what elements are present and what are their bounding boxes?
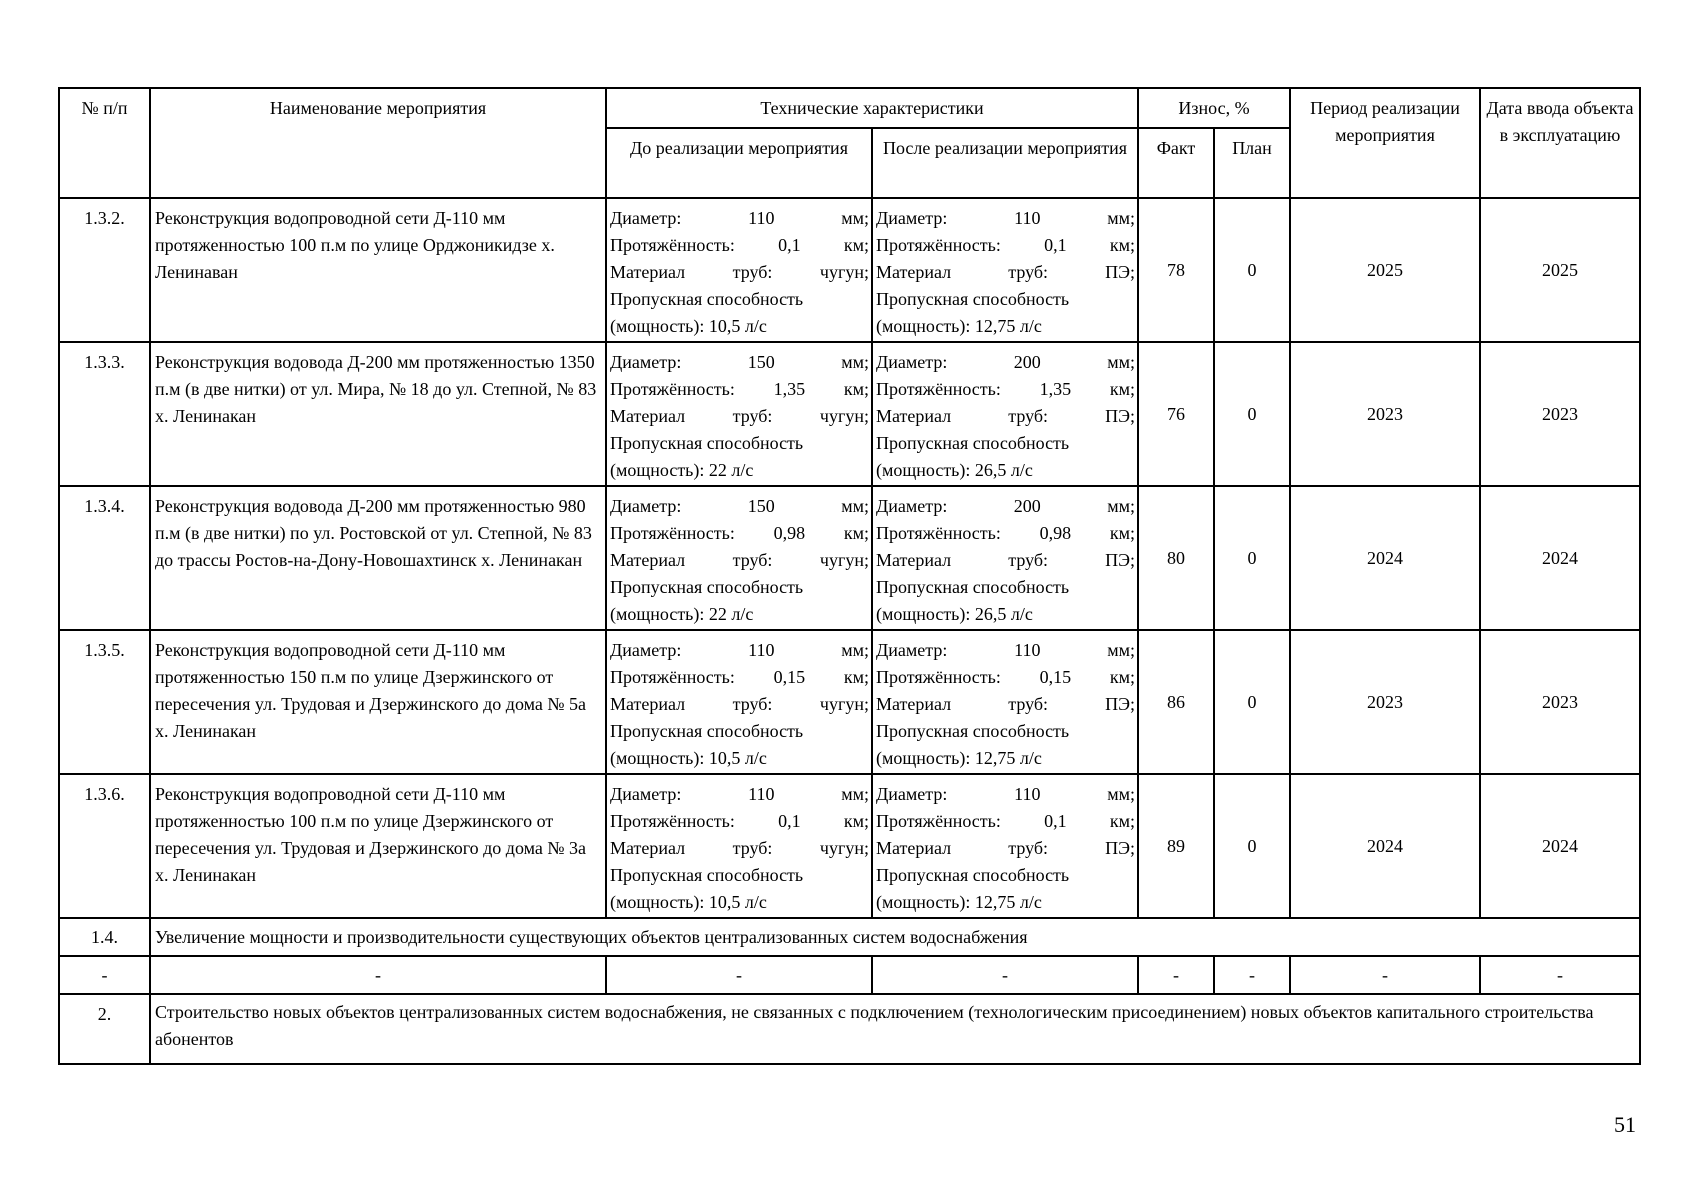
row-num: 1.3.2. [59, 198, 150, 342]
spec-line: Протяжённость: 0,98 км; [876, 523, 1135, 543]
row-num: 1.3.4. [59, 486, 150, 630]
spec-line: Диаметр: 200 мм; [876, 352, 1135, 372]
dash-cell: - [1214, 956, 1290, 994]
row-period: 2023 [1290, 630, 1480, 774]
row-after-specs [872, 486, 1138, 630]
dash-cell: - [1290, 956, 1480, 994]
spec-line: (мощность): 12,75 л/с [876, 892, 1042, 912]
spec-line: (мощность): 12,75 л/с [876, 316, 1042, 336]
header-date: Дата ввода объекта в эксплуатацию [1480, 88, 1640, 198]
row-name: Реконструкция водопроводной сети Д-110 мм протяженностью 100 п.м по улице Дзержинского от пересечения ул. Трудовая и Дзержинского до дома № 3а х. Ленинакан [150, 774, 606, 918]
table-row [59, 774, 1640, 918]
header-name: Наименование мероприятия [150, 88, 606, 198]
dash-cell: - [150, 956, 606, 994]
spec-line: Пропускная способность [610, 289, 804, 309]
row-fact: 86 [1138, 630, 1214, 774]
spec-line: (мощность): 10,5 л/с [610, 316, 767, 336]
page-number: 51 [1614, 1112, 1636, 1137]
row-name: Реконструкция водовода Д-200 мм протяженностью 980 п.м (в две нитки) по ул. Ростовской от ул. Степной, № 83 до трассы Ростов-на-Дону-Новошахтинск х. Ленинакан [150, 486, 606, 630]
spec-line: Материал труб: чугун; [610, 838, 869, 858]
row-plan: 0 [1214, 486, 1290, 630]
empty-row [59, 956, 1640, 994]
table-row [59, 486, 1640, 630]
row-fact: 76 [1138, 342, 1214, 486]
spec-line: Пропускная способность [610, 433, 804, 453]
spec-line: Пропускная способность [610, 577, 804, 597]
spec-line: Пропускная способность [876, 577, 1070, 597]
spec-line: Материал труб: чугун; [610, 262, 869, 282]
table-row [59, 198, 1640, 342]
section-num: 2. [59, 994, 150, 1064]
dash-cell: - [59, 956, 150, 994]
header-num: № п/п [59, 88, 150, 198]
spec-line: Протяжённость: 0,1 км; [610, 811, 869, 831]
table-row [59, 630, 1640, 774]
spec-line: (мощность): 26,5 л/с [876, 604, 1033, 624]
row-name: Реконструкция водопроводной сети Д-110 мм протяженностью 150 п.м по улице Дзержинского от пересечения ул. Трудовая и Дзержинского до дома № 5а х. Ленинакан [150, 630, 606, 774]
row-before-specs [606, 198, 872, 342]
spec-line: Материал труб: ПЭ; [876, 550, 1135, 570]
measures-table [58, 87, 1641, 1065]
spec-line: Материал труб: ПЭ; [876, 262, 1135, 282]
spec-line: Диаметр: 110 мм; [876, 208, 1135, 228]
spec-line: Диаметр: 110 мм; [610, 640, 869, 660]
spec-line: (мощность): 10,5 л/с [610, 892, 767, 912]
row-after-specs [872, 630, 1138, 774]
spec-line: Материал труб: чугун; [610, 406, 869, 426]
spec-line: (мощность): 26,5 л/с [876, 460, 1033, 480]
dash-cell: - [1480, 956, 1640, 994]
row-fact: 78 [1138, 198, 1214, 342]
dash-cell: - [872, 956, 1138, 994]
spec-line: Диаметр: 150 мм; [610, 352, 869, 372]
spec-line: Протяжённость: 1,35 км; [610, 379, 869, 399]
row-name: Реконструкция водовода Д-200 мм протяженностью 1350 п.м (в две нитки) от ул. Мира, № 18 до ул. Степной, № 83 х. Ленинакан [150, 342, 606, 486]
spec-line: Пропускная способность [610, 865, 804, 885]
row-num: 1.3.6. [59, 774, 150, 918]
section-text: Строительство новых объектов централизованных систем водоснабжения, не связанных с подключением (технологическим присоединением) новых объектов капитального строительства абонентов [150, 994, 1640, 1064]
header-tech: Технические характеристики [606, 88, 1138, 128]
header-plan: План [1214, 128, 1290, 198]
spec-line: (мощность): 22 л/с [610, 604, 754, 624]
row-after-specs [872, 198, 1138, 342]
spec-line: Пропускная способность [610, 721, 804, 741]
dash-cell: - [1138, 956, 1214, 994]
spec-line: Диаметр: 110 мм; [610, 208, 869, 228]
spec-line: Диаметр: 110 мм; [876, 640, 1135, 660]
spec-line: Протяжённость: 0,1 км; [610, 235, 869, 255]
row-plan: 0 [1214, 630, 1290, 774]
spec-line: Протяжённость: 0,15 км; [876, 667, 1135, 687]
row-date: 2024 [1480, 486, 1640, 630]
spec-line: (мощность): 10,5 л/с [610, 748, 767, 768]
dash-cell: - [606, 956, 872, 994]
row-num: 1.3.5. [59, 630, 150, 774]
row-after-specs [872, 774, 1138, 918]
header-wear: Износ, % [1138, 88, 1290, 128]
table-row [59, 342, 1640, 486]
row-after-specs [872, 342, 1138, 486]
row-num: 1.3.3. [59, 342, 150, 486]
spec-line: Диаметр: 200 мм; [876, 496, 1135, 516]
spec-line: Материал труб: ПЭ; [876, 838, 1135, 858]
row-period: 2023 [1290, 342, 1480, 486]
row-period: 2025 [1290, 198, 1480, 342]
row-date: 2023 [1480, 342, 1640, 486]
spec-line: Пропускная способность [876, 433, 1070, 453]
spec-line: Протяжённость: 0,15 км; [610, 667, 869, 687]
section-row-2 [59, 994, 1640, 1064]
row-fact: 80 [1138, 486, 1214, 630]
section-row-1-4 [59, 918, 1640, 956]
header-period: Период реализации мероприятия [1290, 88, 1480, 198]
row-fact: 89 [1138, 774, 1214, 918]
row-plan: 0 [1214, 198, 1290, 342]
row-name: Реконструкция водопроводной сети Д-110 мм протяженностью 100 п.м по улице Орджоникидзе х. Ленинаван [150, 198, 606, 342]
header-after: После реализации мероприятия [872, 128, 1138, 198]
spec-line: Материал труб: чугун; [610, 694, 869, 714]
row-period: 2024 [1290, 486, 1480, 630]
header-before: До реализации мероприятия [606, 128, 872, 198]
header-row-1 [59, 88, 1640, 128]
spec-line: Материал труб: ПЭ; [876, 406, 1135, 426]
spec-line: Протяжённость: 1,35 км; [876, 379, 1135, 399]
spec-line: Протяжённость: 0,98 км; [610, 523, 869, 543]
row-date: 2023 [1480, 630, 1640, 774]
spec-line: Пропускная способность [876, 289, 1070, 309]
spec-line: Пропускная способность [876, 865, 1070, 885]
row-date: 2025 [1480, 198, 1640, 342]
row-before-specs [606, 486, 872, 630]
spec-line: Диаметр: 150 мм; [610, 496, 869, 516]
row-plan: 0 [1214, 342, 1290, 486]
spec-line: Диаметр: 110 мм; [610, 784, 869, 804]
spec-line: (мощность): 22 л/с [610, 460, 754, 480]
section-num: 1.4. [59, 918, 150, 956]
spec-line: Протяжённость: 0,1 км; [876, 811, 1135, 831]
spec-line: Протяжённость: 0,1 км; [876, 235, 1135, 255]
spec-line: Диаметр: 110 мм; [876, 784, 1135, 804]
row-plan: 0 [1214, 774, 1290, 918]
spec-line: (мощность): 12,75 л/с [876, 748, 1042, 768]
row-date: 2024 [1480, 774, 1640, 918]
spec-line: Материал труб: ПЭ; [876, 694, 1135, 714]
spec-line: Материал труб: чугун; [610, 550, 869, 570]
spec-line: Пропускная способность [876, 721, 1070, 741]
row-before-specs [606, 342, 872, 486]
section-text: Увеличение мощности и производительности существующих объектов централизованных систем водоснабжения [150, 918, 1640, 956]
row-before-specs [606, 774, 872, 918]
row-before-specs [606, 630, 872, 774]
row-period: 2024 [1290, 774, 1480, 918]
header-fact: Факт [1138, 128, 1214, 198]
